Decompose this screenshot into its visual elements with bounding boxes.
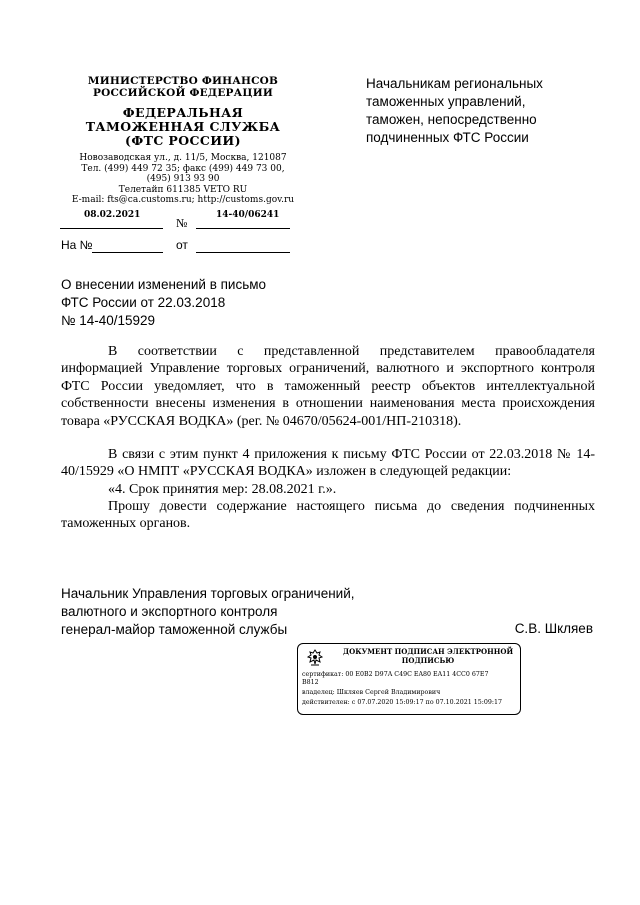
phone-line-1: Тел. (499) 449 72 35; факс (499) 449 73 00, xyxy=(81,163,285,174)
reference-underline xyxy=(92,252,163,253)
stamp-owner: владелец: Шкляев Сергей Владимирович xyxy=(302,689,441,696)
stamp-validity: действителен: с 07.07.2020 15:09:17 по 07.10.2021 15:09:17 xyxy=(302,699,502,706)
signatory-title xyxy=(61,585,355,639)
stamp-title-line-1: ДОКУМЕНТ ПОДПИСАН ЭЛЕКТРОННОЙ xyxy=(342,647,514,656)
service-line-2: ТАМОЖЕННАЯ СЛУЖБА xyxy=(85,119,281,134)
subject-block xyxy=(61,276,321,330)
service-name xyxy=(58,106,308,148)
addressee-line-1: Начальникам региональных xyxy=(366,76,543,91)
date-underline xyxy=(60,228,163,229)
body-paragraph-4: Прошу довести содержание настоящего письма до сведения подчиненных таможенных органов. xyxy=(61,499,595,532)
reference-from-label: от xyxy=(176,238,188,252)
signatory-line-2: валютного и экспортного контроля xyxy=(61,604,278,619)
ministry-line-2: РОССИЙСКОЙ ФЕДЕРАЦИИ xyxy=(93,87,273,99)
contact-block xyxy=(58,153,308,206)
subject-line-2: ФТС России от 22.03.2018 xyxy=(61,295,226,310)
letter-number: 14-40/06241 xyxy=(216,210,280,220)
signatory-name: С.В. Шкляев xyxy=(514,621,593,636)
addressee-block xyxy=(366,75,586,147)
ministry-line-1: МИНИСТЕРСТВО ФИНАНСОВ xyxy=(87,75,279,87)
addressee-line-4: подчиненных ФТС России xyxy=(366,130,529,145)
subject-line-3: № 14-40/15929 xyxy=(61,313,156,328)
stamp-title-line-2: ПОДПИСЬЮ xyxy=(401,655,455,665)
teletype: Телетайп 611385 VETO RU xyxy=(118,184,248,195)
service-line-1: ФЕДЕРАЛЬНАЯ xyxy=(122,105,244,120)
address: Новозаводская ул., д. 11/5, Москва, 121087 xyxy=(79,153,287,163)
reference-label: На № xyxy=(61,238,93,252)
ministry-name xyxy=(58,75,308,99)
subject-line-1: О внесении изменений в письмо xyxy=(61,277,267,292)
body-paragraph-2: В связи с этим пункт 4 приложения к письму ФТС России от 22.03.2018 № 14-40/15929 «О НМПТ «РУССКАЯ ВОДКА» изложен в следующей редакции: xyxy=(61,447,595,480)
emblem-icon xyxy=(304,648,326,668)
email: E-mail: fts@ca.customs.ru; http://customs.gov.ru xyxy=(71,195,295,205)
stamp-certificate-tail: B812 xyxy=(302,679,319,686)
signatory-line-3: генерал-майор таможенной службы xyxy=(61,622,288,637)
stamp-certificate: сертификат: 00 E0B2 D97A C49C EA80 EA11 4CC0 67E7 xyxy=(302,671,489,678)
electronic-signature-stamp xyxy=(297,643,521,715)
number-sign: № xyxy=(176,216,188,230)
body-paragraph-1: В соответствии с представленной представителем правообладателя информацией Управление торговых ограничений, валютного и экспортного контроля ФТС России уведомляет, что в таможенный реестр объектов интеллектуальной собственности внесены изменения в отношении наименования места происхождения товара «РУССКАЯ ВОДКА» (рег. № 04670/05624-001/НП-210318). xyxy=(61,344,595,429)
addressee-line-3: таможен, непосредственно xyxy=(366,112,537,127)
number-underline xyxy=(196,228,290,229)
reference-from-underline xyxy=(196,252,290,253)
stamp-title xyxy=(338,648,518,665)
body-paragraph-3: «4. Срок принятия мер: 28.08.2021 г.». xyxy=(108,482,337,497)
phone-line-2: (495) 913 93 90 xyxy=(146,174,220,184)
signatory-line-1: Начальник Управления торговых ограничений, xyxy=(61,586,355,601)
service-line-3: (ФТС РОССИИ) xyxy=(125,133,241,148)
addressee-line-2: таможенных управлений, xyxy=(366,94,526,109)
letter-date: 08.02.2021 xyxy=(84,210,141,220)
